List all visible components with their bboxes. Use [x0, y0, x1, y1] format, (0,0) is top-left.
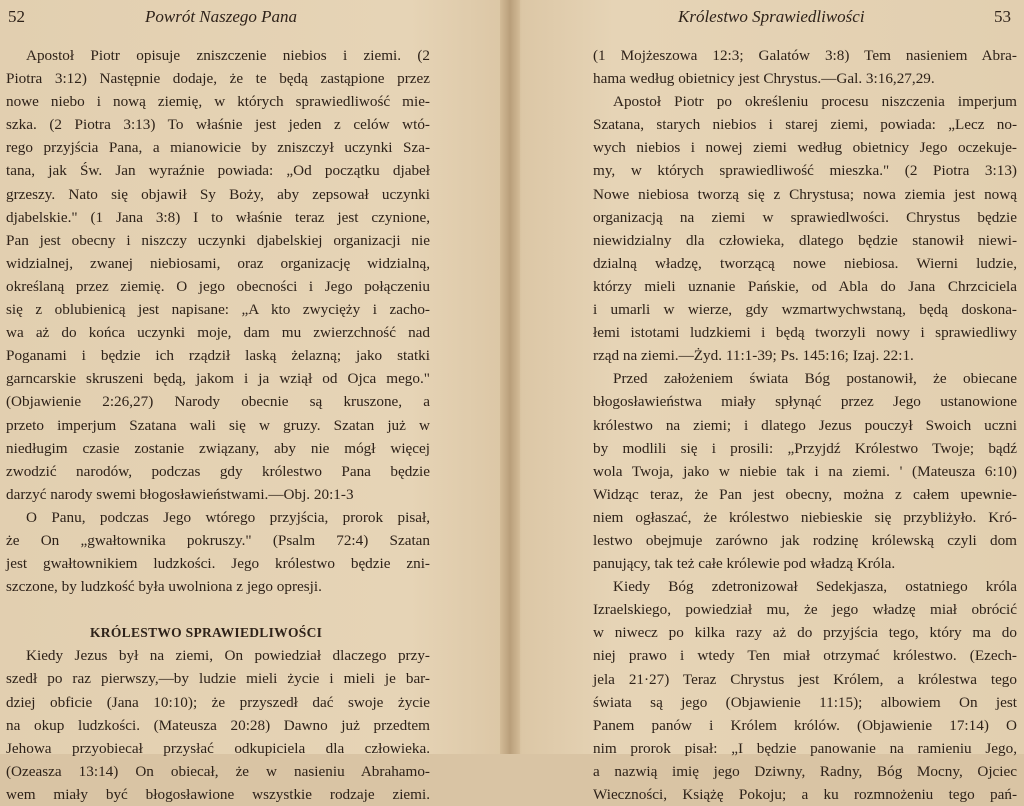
text-line: djabelskie." (1 Jana 3:8) I to właśnie teraz jest czynione, — [6, 208, 430, 226]
text-line: łemi istotami ludzkiemi i będą tworzyli nowy i sprawiedliwy — [593, 324, 1017, 342]
text-line: Kiedy Bóg zdetronizował Sedekjasza, ostatniego króla — [613, 578, 1017, 596]
left-page — [0, 0, 500, 803]
text-line: (Ozeasza 13:14) On obiecał, że w nasieniu Abrahamo- — [6, 762, 430, 780]
text-line: którzy mieli uznanie Pańskie, od Abla do Jana Chrzciciela — [593, 277, 1017, 295]
text-line: błogosławieństwa miały spłynąć przez Jego ustanowione — [593, 393, 1017, 411]
text-line: w niwecz po kilka razy aż do przyjścia tego, który ma do — [593, 624, 1017, 642]
text-line: dziej obficie (Jana 10:10); że przyszedł dać swoje życie — [6, 693, 430, 711]
text-line: królestwo na ziemi; i dlatego Jezus pouczył Swoich uczni — [593, 416, 1017, 434]
text-line: rego przyjścia Pana, a mianowicie by zniszczył uczynki Sza- — [6, 139, 430, 157]
text-line: darzyć narody swemi błogosławieństwami.—Obj. 20:1-3 — [6, 485, 354, 503]
text-line: organizacją na ziemi w sprawiedlwości. Chrystus będzie — [593, 208, 1017, 226]
text-line: i umarli w wierze, gdy wzmartwychwstaną, będą doskona- — [593, 301, 1017, 319]
left-page-body — [6, 44, 430, 806]
text-line: my, w których sprawiedliwość mieszka." (2 Piotra 3:13) — [593, 162, 1017, 180]
text-line: Wieczności, Książę Pokoju; a ku rozmnożeniu tego pań- — [593, 786, 1017, 803]
right-page-body — [593, 44, 1017, 806]
text-line: wola Twoja, jako w niebie tak i na ziemi. ' (Mateusza 6:10) — [593, 462, 1017, 480]
text-line: Jehowa przyobiecał przysłać odkupiciela dla człowieka. — [6, 739, 430, 757]
text-line: Widząc teraz, że Pan jest obecny, można z całem upewnie- — [593, 485, 1017, 503]
text-line: Panem panów i Królem królów. (Objawienie 17:14) O — [593, 716, 1017, 734]
text-line: Przed założeniem świata Bóg postanowił, że obiecane — [613, 370, 1017, 388]
text-line: przeto imperjum Szatana wali się w gruzy. Szatan już w — [6, 416, 430, 434]
text-line: Kiedy Jezus był na ziemi, On powiedział dlaczego przy- — [26, 647, 430, 665]
text-line: niedługim czasie zostanie związany, aby nie mógł więcej — [6, 439, 430, 457]
section-heading: KRÓLESTWO SPRAWIEDLIWOŚCI — [90, 625, 323, 641]
text-line: wa aż do końca uczynki moje, dam mu zwierzchność nad — [6, 324, 430, 342]
text-line: nim prorok pisał: „I będzie panowanie na ramieniu Jego, — [593, 739, 1017, 757]
text-line: widzialnej, zwanej niebiosami, oraz organizację widzialną, — [6, 254, 430, 272]
book-gutter — [500, 0, 520, 754]
text-line: jest gwałtownikiem ludzkości. Jego królestwo będzie zni- — [6, 555, 430, 573]
text-line: świata są jego (Objawienie 11:15); albowiem On jest — [593, 693, 1017, 711]
left-running-title: Powrót Naszego Pana — [145, 7, 298, 26]
text-line: Szatana, starych niebios i starej ziemi, powiada: „Lecz no- — [593, 116, 1017, 134]
text-line: Pan jest obecny i niszczy uczynki djabelskiej organizacji nie — [6, 231, 430, 249]
text-line: a nazwią imię jego Dziwny, Radny, Bóg Mocny, Ojciec — [593, 762, 1017, 780]
text-line: grzeszy. Nato się objawił Sy Boży, aby zepsował uczynki — [6, 185, 430, 203]
right-running-title: Królestwo Sprawiedliwości — [678, 7, 865, 26]
text-line: wych niebios i nowej ziemi według obietnicy Jego oczekuje- — [593, 139, 1017, 157]
text-line: jela 21·27) Teraz Chrystus jest Królem, a królestwa tego — [593, 670, 1017, 688]
text-line: że On „gwałtownika pokruszy." (Psalm 72:4) Szatan — [6, 531, 430, 549]
text-line: szedł po raz pierwszy,—by ludzie mieli życie i mieli je bar- — [6, 670, 430, 688]
text-line: Apostoł Piotr opisuje zniszczenie niebios i ziemi. (2 — [26, 47, 430, 64]
text-line: Piotra 3:12) Następnie dodaje, że te będą zastąpione przez — [6, 70, 430, 88]
text-line: O Panu, podczas Jego wtórego przyjścia, prorok pisał, — [26, 508, 430, 526]
text-line: panujący, tak też całe królewie pod władzą Króla. — [593, 555, 896, 573]
text-line: garncarskie skruszeni będą, jakom i ja wziął od Ojca mego." — [6, 370, 430, 388]
text-line: hama według obietnicy jest Chrystus.—Gal. 3:16,27,29. — [593, 70, 935, 88]
text-line: na okup ludzkości. (Mateusza 20:28) Dawno już przedtem — [6, 716, 430, 734]
text-line: Izraelskiego, powiedział mu, że jego władzę miał obrócić — [593, 601, 1017, 619]
text-line: szka. (2 Piotra 3:13) To właśnie jest jeden z celów wtó- — [6, 116, 430, 134]
text-line: rząd na ziemi.—Żyd. 11:1-39; Ps. 145:16; Izaj. 22:1. — [593, 347, 914, 365]
text-line: niej prawo i wtedy Ten miał otrzymać królestwo. (Ezech- — [593, 647, 1017, 665]
text-line: szczone, by ludzkość była uwolniona z jego opresji. — [6, 578, 322, 596]
text-line: dzialną władzę, tworzącą nowe niebiosa. Wierni ludzie, — [593, 254, 1017, 272]
text-line: zwodzić narodów, podczas gdy królestwo Pana będzie — [6, 462, 430, 480]
text-line: wem miały być błogosławione wszystkie rodzaje ziemi. — [6, 785, 430, 803]
text-line: się z oblubienicą jest napisane: „A kto zwycięży i zacho- — [6, 301, 430, 319]
text-line: (Objawienie 2:26,27) Narody obecnie są kruszone, a — [6, 393, 430, 411]
text-line: tana, jak Św. Jan wyraźnie powiada: „Od początku djabeł — [6, 162, 430, 180]
text-line: nowe niebo i nową ziemię, w których sprawiedliwość mie- — [6, 93, 430, 111]
text-line: Nowe niebiosa tworzą się z Chrystusa; nowa ziemia jest nową — [593, 185, 1017, 203]
right-page — [520, 0, 1024, 803]
text-line: (1 Mojżeszowa 12:3; Galatów 3:8) Tem nasieniem Abra- — [593, 47, 1017, 64]
text-line: lestwo obejmuje zarówno jak rodzinę królewską czyli dom — [593, 531, 1017, 549]
text-line: Apostoł Piotr po określeniu procesu niszczenia imperjum — [613, 93, 1017, 111]
left-page-number: 52 — [8, 7, 25, 26]
text-line: by modlili się i prosili: „Przyjdź Królestwo Twoje; bądź — [593, 439, 1017, 457]
right-page-number: 53 — [994, 7, 1011, 26]
text-line: Poganami i będzie ich rządził laską żelazną; jako statki — [6, 347, 430, 365]
text-line: niewidzialny dla człowieka, dlatego będzie stanowił niewi- — [593, 231, 1017, 249]
section-gap — [6, 598, 430, 621]
text-line: określaną przez ziemię. O jego obecności i Jego połączeniu — [6, 277, 430, 295]
text-line: niem ogłaszać, że królestwo niebieskie się przybliżyło. Kró- — [593, 508, 1017, 526]
